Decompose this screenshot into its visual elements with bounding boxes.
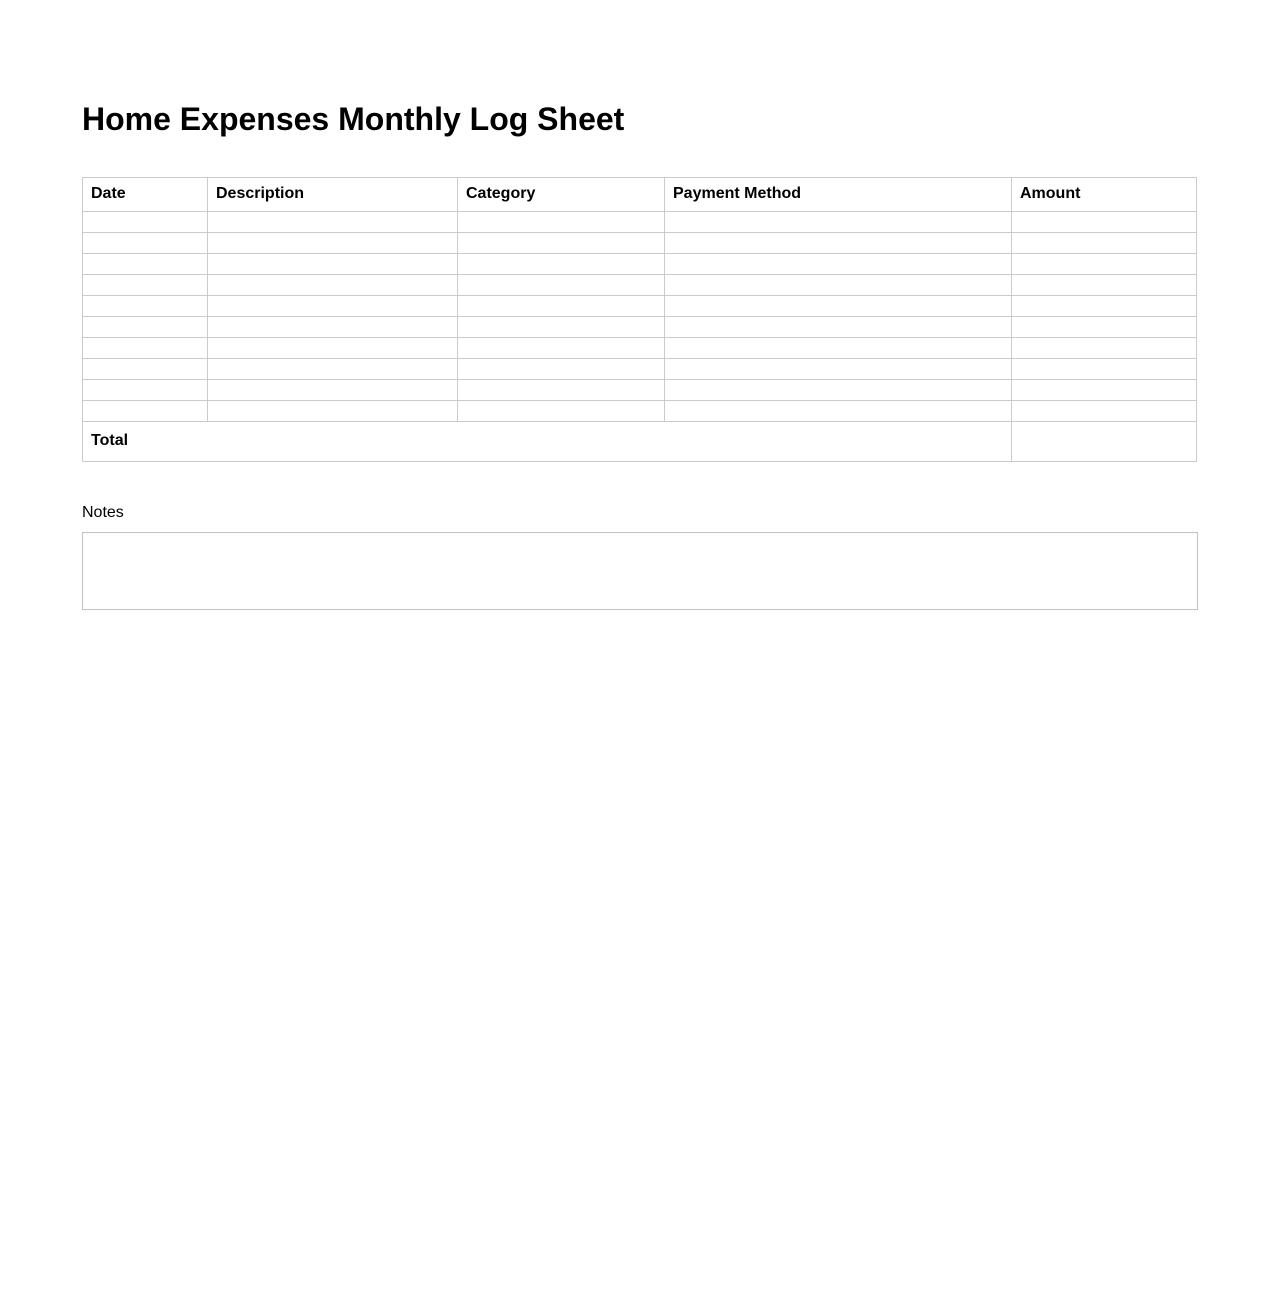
expense-cell-amount[interactable] bbox=[1012, 316, 1197, 337]
expense-cell-category[interactable] bbox=[458, 295, 665, 316]
expense-cell-payment-method[interactable] bbox=[665, 400, 1012, 421]
expense-cell-payment-method[interactable] bbox=[665, 232, 1012, 253]
column-header-category: Category bbox=[458, 177, 665, 211]
expense-cell-category[interactable] bbox=[458, 379, 665, 400]
notes-input[interactable] bbox=[82, 532, 1198, 610]
expense-cell-category[interactable] bbox=[458, 400, 665, 421]
expense-cell-amount[interactable] bbox=[1012, 232, 1197, 253]
expense-cell-category[interactable] bbox=[458, 358, 665, 379]
expense-row bbox=[83, 295, 1197, 316]
notes-label: Notes bbox=[82, 503, 124, 521]
expense-cell-description[interactable] bbox=[208, 274, 458, 295]
expense-cell-amount[interactable] bbox=[1012, 295, 1197, 316]
total-label-cell: Total bbox=[83, 421, 1012, 461]
expense-cell-description[interactable] bbox=[208, 253, 458, 274]
expense-cell-description[interactable] bbox=[208, 379, 458, 400]
notes-section bbox=[82, 503, 1196, 610]
expense-row bbox=[83, 211, 1197, 232]
expense-cell-payment-method[interactable] bbox=[665, 379, 1012, 400]
column-header-date: Date bbox=[83, 177, 208, 211]
expense-cell-payment-method[interactable] bbox=[665, 274, 1012, 295]
expense-cell-date[interactable] bbox=[83, 337, 208, 358]
expense-cell-date[interactable] bbox=[83, 295, 208, 316]
expense-row bbox=[83, 274, 1197, 295]
expense-cell-amount[interactable] bbox=[1012, 358, 1197, 379]
expense-cell-payment-method[interactable] bbox=[665, 211, 1012, 232]
expense-cell-amount[interactable] bbox=[1012, 211, 1197, 232]
column-header-payment-method: Payment Method bbox=[665, 177, 1012, 211]
expense-cell-date[interactable] bbox=[83, 232, 208, 253]
expense-row bbox=[83, 400, 1197, 421]
expense-cell-category[interactable] bbox=[458, 232, 665, 253]
column-header-description: Description bbox=[208, 177, 458, 211]
expense-cell-amount[interactable] bbox=[1012, 337, 1197, 358]
expense-cell-description[interactable] bbox=[208, 295, 458, 316]
expense-row bbox=[83, 253, 1197, 274]
expense-row bbox=[83, 337, 1197, 358]
expense-cell-category[interactable] bbox=[458, 211, 665, 232]
expenses-table bbox=[82, 177, 1197, 462]
expense-cell-date[interactable] bbox=[83, 316, 208, 337]
expense-cell-description[interactable] bbox=[208, 400, 458, 421]
expense-cell-amount[interactable] bbox=[1012, 274, 1197, 295]
expense-cell-amount[interactable] bbox=[1012, 253, 1197, 274]
expense-cell-payment-method[interactable] bbox=[665, 316, 1012, 337]
expense-cell-description[interactable] bbox=[208, 232, 458, 253]
expense-cell-payment-method[interactable] bbox=[665, 253, 1012, 274]
expense-cell-payment-method[interactable] bbox=[665, 358, 1012, 379]
expense-cell-description[interactable] bbox=[208, 211, 458, 232]
expense-cell-category[interactable] bbox=[458, 316, 665, 337]
total-amount-cell[interactable] bbox=[1012, 421, 1197, 461]
expense-cell-payment-method[interactable] bbox=[665, 337, 1012, 358]
expense-row bbox=[83, 379, 1197, 400]
expense-cell-category[interactable] bbox=[458, 274, 665, 295]
expense-cell-date[interactable] bbox=[83, 211, 208, 232]
expense-cell-payment-method[interactable] bbox=[665, 295, 1012, 316]
expense-row bbox=[83, 358, 1197, 379]
expense-cell-amount[interactable] bbox=[1012, 379, 1197, 400]
expense-row bbox=[83, 232, 1197, 253]
expense-cell-date[interactable] bbox=[83, 358, 208, 379]
table-header-row bbox=[83, 177, 1197, 211]
expense-cell-date[interactable] bbox=[83, 379, 208, 400]
expense-row bbox=[83, 316, 1197, 337]
expense-cell-date[interactable] bbox=[83, 274, 208, 295]
column-header-amount: Amount bbox=[1012, 177, 1197, 211]
expense-cell-description[interactable] bbox=[208, 316, 458, 337]
page-title: Home Expenses Monthly Log Sheet bbox=[82, 101, 625, 137]
expense-cell-date[interactable] bbox=[83, 253, 208, 274]
total-row bbox=[83, 421, 1197, 461]
expense-cell-amount[interactable] bbox=[1012, 400, 1197, 421]
expense-cell-date[interactable] bbox=[83, 400, 208, 421]
expense-cell-description[interactable] bbox=[208, 358, 458, 379]
expense-cell-category[interactable] bbox=[458, 253, 665, 274]
expense-cell-description[interactable] bbox=[208, 337, 458, 358]
expense-cell-category[interactable] bbox=[458, 337, 665, 358]
